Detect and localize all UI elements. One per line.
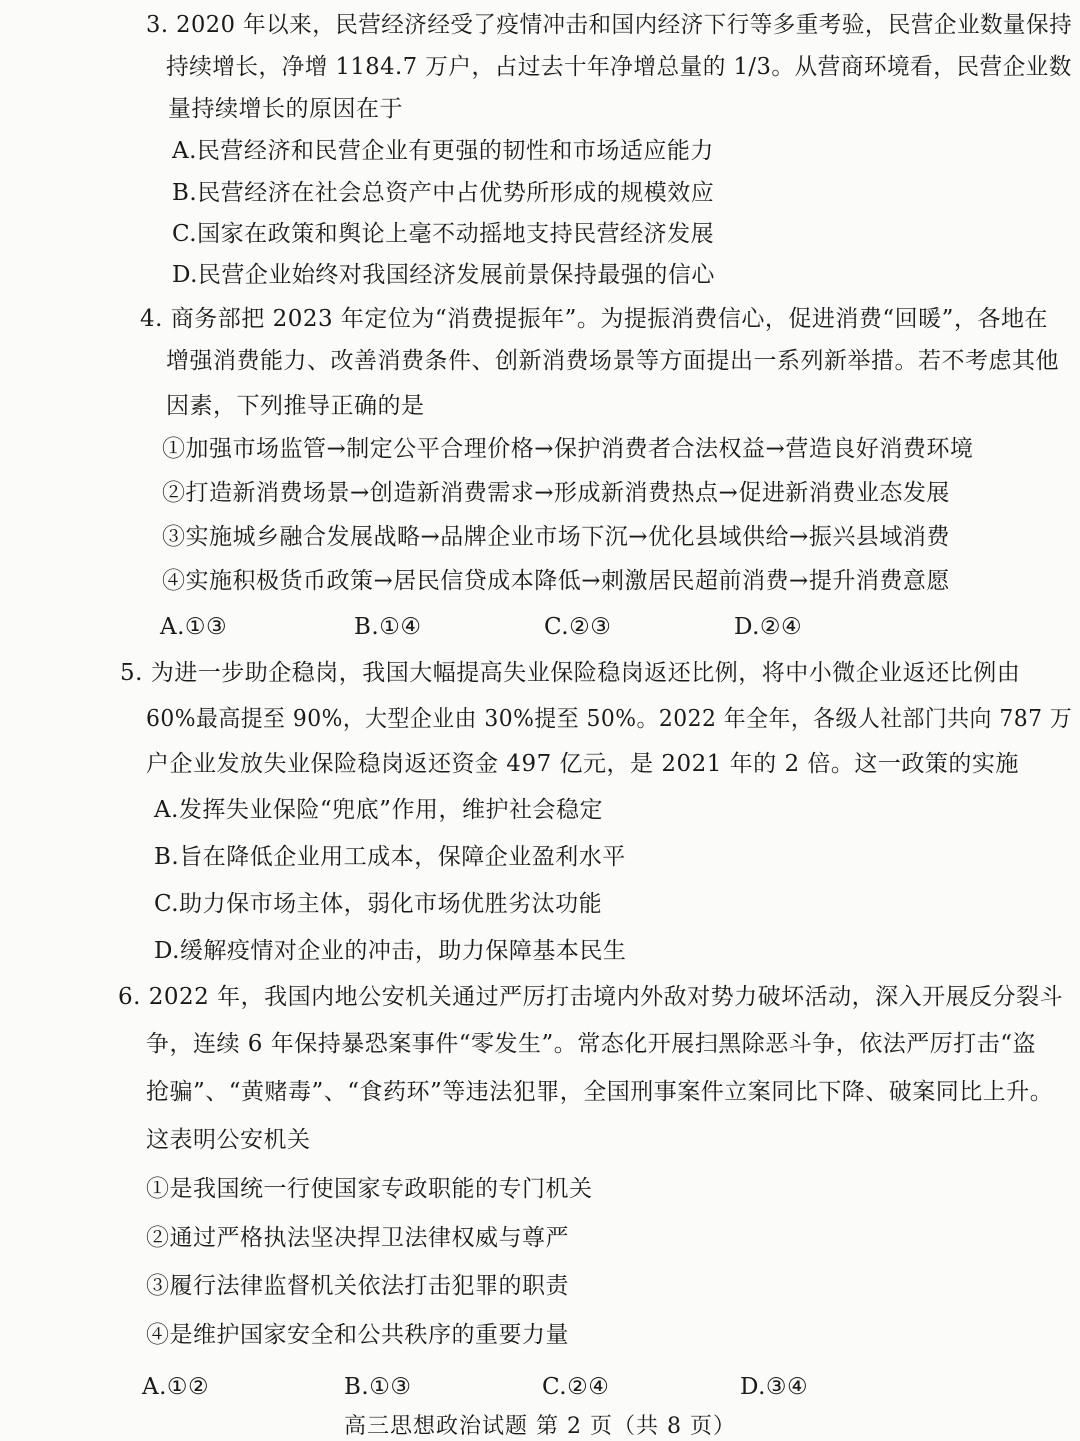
q6-choice-b: B.①③ (344, 1374, 412, 1400)
q3-option-b: B.民营经济在社会总资产中占优势所形成的规模效应 (172, 180, 715, 206)
q3-option-a: A.民营经济和民营企业有更强的韧性和市场适应能力 (172, 138, 714, 164)
q4-stem-line-2: 增强消费能力、改善消费条件、创新消费场景等方面提出一系列新举措。若不考虑其他 (166, 348, 1059, 374)
q4-statement-3: ③实施城乡融合发展战略→品牌企业市场下沉→优化县域供给→振兴县域消费 (162, 524, 950, 550)
q6-choice-d: D.③④ (740, 1374, 809, 1400)
q3-stem-line-1: 3. 2020 年以来，民营经济经受了疫情冲击和国内经济下行等多重考验，民营企业数量保持 (146, 12, 1073, 38)
q5-option-a: A.发挥失业保险“兜底”作用，维护社会稳定 (154, 797, 603, 823)
q5-stem-line-2: 60%最高提至 90%，大型企业由 30%提至 50%。2022 年全年，各级人社部门共向 787 万 (146, 706, 1073, 732)
q3-option-c: C.国家在政策和舆论上毫不动摇地支持民营经济发展 (172, 221, 715, 247)
q4-stem-line-1: 4. 商务部把 2023 年定位为“消费提振年”。为提振消费信心，促进消费“回暖”，各地在 (140, 306, 1048, 332)
q4-statement-2: ②打造新消费场景→创造新消费需求→形成新消费热点→促进新消费业态发展 (162, 480, 950, 506)
q6-statement-4: ④是维护国家安全和公共秩序的重要力量 (146, 1322, 569, 1348)
q6-statement-1: ①是我国统一行使国家专政职能的专门机关 (146, 1176, 593, 1202)
q6-stem-line-1: 6. 2022 年，我国内地公安机关通过严厉打击境内外敌对势力破坏活动，深入开展反分裂斗 (118, 984, 1064, 1010)
q4-choice-b: B.①④ (354, 614, 422, 640)
q4-choice-c: C.②③ (544, 614, 612, 640)
q3-option-d: D.民营企业始终对我国经济发展前景保持最强的信心 (172, 262, 715, 288)
q3-stem-line-3: 量持续增长的原因在于 (168, 96, 403, 122)
q5-option-c: C.助力保市场主体，弱化市场优胜劣汰功能 (154, 891, 603, 917)
q5-stem-line-3: 户企业发放失业保险稳岗返还资金 497 亿元，是 2021 年的 2 倍。这一政策的实施 (146, 751, 1019, 777)
q6-stem-line-2: 争，连续 6 年保持暴恐案事件“零发生”。常态化开展扫黑除恶斗争，依法严厉打击“盗 (146, 1031, 1037, 1057)
q6-statement-3: ③履行法律监督机关依法打击犯罪的职责 (146, 1273, 569, 1299)
q6-statement-2: ②通过严格执法坚决捍卫法律权威与尊严 (146, 1225, 569, 1251)
q3-stem-line-2: 持续增长，净增 1184.7 万户，占过去十年净增总量的 1/3。从营商环境看，民营企业数 (166, 54, 1072, 80)
q4-choice-a: A.①③ (160, 614, 228, 640)
q5-option-d: D.缓解疫情对企业的冲击，助力保障基本民生 (154, 938, 627, 964)
q6-stem-line-4: 这表明公安机关 (146, 1127, 311, 1153)
q6-stem-line-3: 抢骗”、“黄赌毒”、“食药环”等违法犯罪，全国刑事案件立案同比下降、破案同比上升。 (146, 1079, 1054, 1105)
q4-stem-line-3: 因素，下列推导正确的是 (166, 393, 425, 419)
q4-statement-4: ④实施积极货币政策→居民信贷成本降低→刺激居民超前消费→提升消费意愿 (162, 568, 950, 594)
q6-choice-c: C.②④ (542, 1374, 610, 1400)
q6-choice-a: A.①② (142, 1374, 210, 1400)
q4-choice-d: D.②④ (734, 614, 803, 640)
page-footer: 高三思想政治试题 第 2 页（共 8 页） (344, 1414, 736, 1439)
q5-option-b: B.旨在降低企业用工成本，保障企业盈利水平 (154, 844, 626, 870)
q4-statement-1: ①加强市场监管→制定公平合理价格→保护消费者合法权益→营造良好消费环境 (162, 436, 974, 462)
q5-stem-line-1: 5. 为进一步助企稳岗，我国大幅提高失业保险稳岗返还比例，将中小微企业返还比例由 (120, 660, 1021, 686)
